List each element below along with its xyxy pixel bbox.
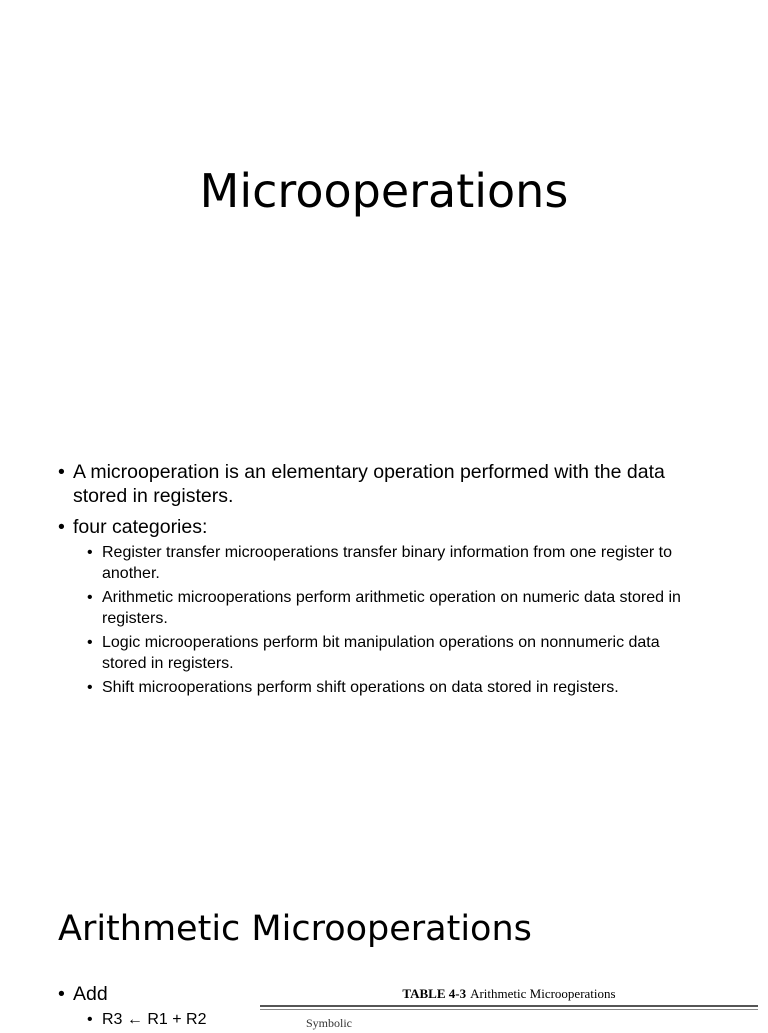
sub-bullet-item: • Shift microoperations perform shift operations on data stored in registers. — [87, 677, 702, 698]
sub-bullet-list — [73, 542, 718, 698]
table-top-rule-thin — [260, 1009, 758, 1010]
bullet-text: four categories: — [73, 516, 208, 538]
bullet-item-add — [58, 982, 206, 1030]
sub-bullet-item: • Register transfer microoperations transfer binary information from one register to another. — [87, 542, 702, 584]
bullet-list — [58, 460, 718, 705]
sub-bullet-list — [73, 1009, 206, 1030]
bullet-item-categories — [58, 515, 718, 698]
bullet-list-arithmetic — [58, 982, 206, 1033]
table-top-rule — [260, 1005, 758, 1007]
sub-bullet-item: • Arithmetic microoperations perform arithmetic operation on numeric data stored in registers. — [87, 587, 702, 629]
table-header-symbolic: Symbolic — [306, 1016, 353, 1030]
section-title: Arithmetic Microoperations — [58, 909, 532, 949]
bullet-text: Add — [73, 983, 108, 1005]
table-caption — [260, 986, 758, 1002]
bullet-item: • A microoperation is an elementary operation performed with the data stored in registers. — [58, 460, 718, 508]
sub-bullet-item: • R3 ← R1 + R2 — [87, 1009, 206, 1030]
table-label: TABLE 4-3 — [402, 986, 467, 1001]
sub-bullet-item: • Logic microoperations perform bit manipulation operations on nonnumeric data stored in registers. — [87, 632, 702, 674]
table-caption-text: Arithmetic Microoperations — [470, 986, 616, 1001]
slide-title: Microoperations — [199, 164, 569, 218]
arithmetic-table-image — [260, 984, 758, 1030]
